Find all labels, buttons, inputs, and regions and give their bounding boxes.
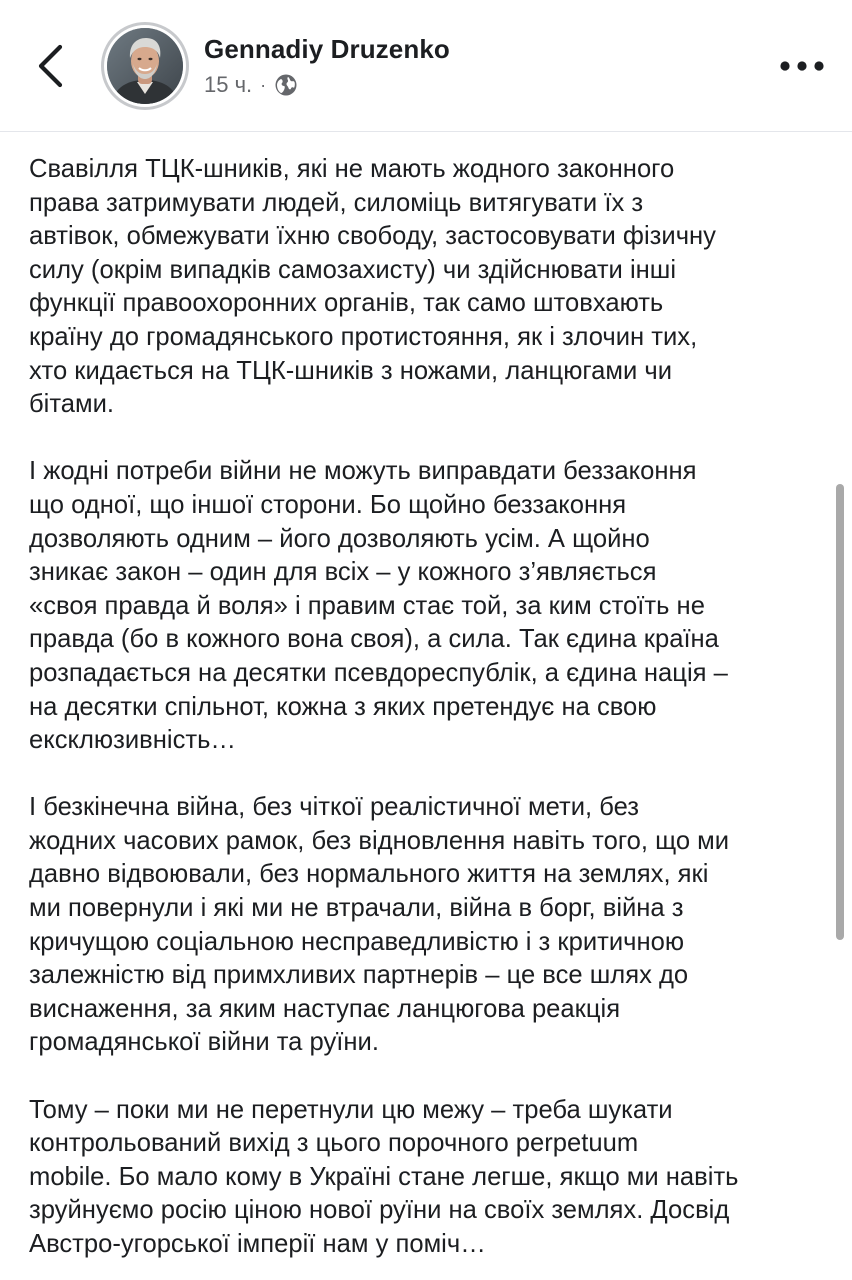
back-button[interactable] (24, 38, 76, 94)
post-time[interactable]: 15 ч. (204, 72, 253, 97)
globe-icon[interactable] (274, 73, 298, 97)
avatar-photo (107, 28, 183, 104)
scrollbar[interactable] (836, 484, 844, 940)
chevron-left-icon (36, 44, 64, 88)
post-header (0, 0, 852, 132)
post-paragraph: І безкінечна війна, без чіткої реалістичної мети, без жодних часових рамок, без відновлення навіть того, що ми давно відвоювали, без нормального життя на землях, які ми повернули і які ми не втрачали, війна в борг, війна з кричущою соціальною несправедливістю і з критичною залежністю від примхливих партнерів – це все шлях до виснаження, за яким наступає ланцюгова реакція громадянської війни та руїни. (29, 793, 730, 1057)
author-avatar[interactable] (101, 22, 189, 110)
post-paragraph: І жодні потреби війни не можуть виправдати беззаконня що одної, що іншої сторони. Бо щойно беззаконня дозволяють одним – його дозволяють усім. А щойно зникає закон – один для всіх – у кожного з’являється «своя правда й воля» і правим стає той, за ким стоїть не правда (бо в кожного вона своя), а сила. Так єдина країна розпадається на десятки псевдореспублік, а єдина нація – на десятки спільнот, кожна з яких претендує на свою ексклюзивність… (29, 457, 728, 755)
post-text (29, 153, 829, 1280)
avatar-image (107, 28, 183, 104)
author-name[interactable]: Gennadiy Druzenko (204, 34, 450, 64)
more-options-button[interactable] (772, 42, 832, 90)
post-paragraph: Тому – поки ми не перетнули цю межу – треба шукати контрольований вихід з цього порочного perpetuum mobile. Бо мало кому в Україні стане легше, якщо ми навіть зруйнуємо росію ціною нової руїни на своїх землях. Досвід Австро-угорської імперії нам у поміч… (29, 1095, 739, 1258)
more-horizontal-icon (780, 61, 824, 71)
meta-separator: · (260, 74, 267, 95)
post-paragraph: Свавілля ТЦК-шників, які не мають жодного законного права затримувати людей, силоміць витягувати їх з автівок, обмежувати їхню свободу, застосовувати фізичну силу (окрім випадків самозахисту) чи здійснювати інші функції правоохоронних органів, так само штовхають країну до громадянського протистояння, як і злочин тих, хто кидається на ТЦК-шників з ножами, ланцюгами чи бітами. (29, 155, 716, 419)
post-meta (204, 70, 298, 100)
